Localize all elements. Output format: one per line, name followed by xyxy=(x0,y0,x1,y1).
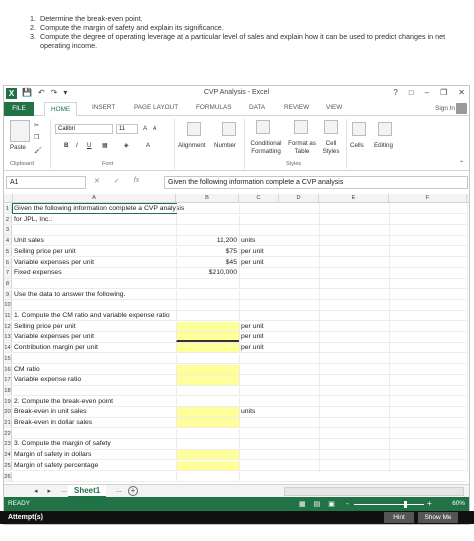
table-row xyxy=(4,204,467,214)
ribbon-tabs xyxy=(4,102,469,116)
cell-c[interactable] xyxy=(239,461,279,470)
instruction-item: 1. Determine the break-even point. xyxy=(30,14,143,23)
row-header[interactable]: 13 xyxy=(4,334,11,341)
answer-cell[interactable] xyxy=(176,332,239,341)
font-group-label: Font xyxy=(102,161,114,167)
cell-b[interactable] xyxy=(176,439,239,448)
table-row xyxy=(4,375,467,385)
sheet-tabs-bar xyxy=(4,484,469,497)
zoom-level[interactable]: 60% xyxy=(452,500,465,507)
save-icon[interactable]: 💾 xyxy=(22,88,32,97)
instruction-item: 2. Compute the margin of safety and explain its significance. xyxy=(30,23,224,32)
cell-b[interactable]: 11,200 xyxy=(176,236,239,245)
cell-c[interactable]: per unit xyxy=(239,247,279,256)
cell-a[interactable] xyxy=(13,279,176,288)
cell-a[interactable]: 1. Compute the CM ratio and variable expense ratio xyxy=(14,312,170,319)
show-me-button[interactable]: Show Me xyxy=(418,512,458,523)
row-header[interactable]: 24 xyxy=(4,452,11,459)
cell-a[interactable]: Selling price per unit xyxy=(14,322,76,330)
tab-review[interactable]: REVIEW xyxy=(284,104,310,111)
excel-logo-icon: X xyxy=(6,88,17,99)
row-header[interactable]: 2 xyxy=(4,215,12,224)
table-row xyxy=(4,365,467,375)
answer-cell[interactable] xyxy=(176,375,239,384)
cell-b[interactable] xyxy=(176,386,239,395)
cell-b[interactable]: $45 xyxy=(176,258,239,267)
answer-cell[interactable] xyxy=(176,322,239,331)
row-header[interactable]: 16 xyxy=(4,366,11,373)
cell-a[interactable]: for JPL, Inc.: xyxy=(14,215,53,223)
cell-b[interactable] xyxy=(176,225,239,234)
answer-cell[interactable] xyxy=(176,461,239,470)
cell-a[interactable]: Break-even in dollar sales xyxy=(14,419,93,426)
row-header[interactable]: 14 xyxy=(4,345,11,352)
row-header[interactable]: 18 xyxy=(4,387,11,394)
font-color-icon[interactable]: A xyxy=(146,142,151,149)
cell-b[interactable]: $210,000 xyxy=(176,268,239,277)
format-painter-icon[interactable]: 🖌 xyxy=(34,147,42,154)
cell-b[interactable] xyxy=(176,429,239,438)
gridline xyxy=(467,203,468,473)
cell-a[interactable]: Selling price per unit xyxy=(14,247,76,255)
tab-view[interactable]: VIEW xyxy=(326,104,343,111)
attempts-label: Attempt(s) xyxy=(8,514,43,521)
cell-c[interactable] xyxy=(239,268,279,277)
table-row xyxy=(4,279,467,289)
font-size-select[interactable]: 11 xyxy=(116,124,138,134)
paste-button[interactable]: Paste xyxy=(10,144,26,151)
copy-icon[interactable]: ❐ xyxy=(34,134,40,141)
table-row xyxy=(4,397,467,407)
cells-icon[interactable] xyxy=(352,122,366,136)
sign-in-link[interactable]: Sign In xyxy=(435,105,455,112)
window-title: CVP Analysis - Excel xyxy=(203,89,270,96)
format-as-table-button[interactable]: Format as Table xyxy=(288,140,316,155)
cell-b[interactable] xyxy=(176,397,239,406)
row-header[interactable]: 25 xyxy=(4,462,11,469)
table-row xyxy=(4,215,467,225)
next-sheet-icon[interactable]: ▸ xyxy=(47,488,52,495)
row-header[interactable]: 21 xyxy=(4,420,11,426)
cell-c[interactable]: per unit xyxy=(239,322,279,331)
column-header-e[interactable]: E xyxy=(319,194,389,203)
column-header-d[interactable]: D xyxy=(279,194,319,203)
row-header[interactable]: 11 xyxy=(4,313,11,319)
cell-c[interactable] xyxy=(239,439,279,448)
status-bar xyxy=(4,497,469,511)
fill-color-icon[interactable]: ◈ xyxy=(124,142,129,149)
cell-c[interactable] xyxy=(239,225,279,234)
status-ready: READY xyxy=(8,500,31,507)
tab-file[interactable]: FILE xyxy=(4,102,34,116)
tab-page-layout[interactable]: PAGE LAYOUT xyxy=(134,104,179,111)
table-row xyxy=(4,300,467,310)
cell-a[interactable]: 3. Compute the margin of safety xyxy=(14,440,111,448)
sheet-tab-sheet1[interactable]: Sheet1 xyxy=(68,485,106,498)
cell-c[interactable] xyxy=(239,354,279,363)
ribbon-separator xyxy=(174,119,175,169)
insert-function-icon[interactable]: fx xyxy=(133,177,140,184)
cell-c[interactable] xyxy=(239,311,279,320)
cell-c[interactable]: per unit xyxy=(239,258,279,267)
italic-button[interactable]: I xyxy=(76,142,78,149)
cell-a[interactable] xyxy=(13,225,176,234)
cell-a[interactable]: Variable expenses per unit xyxy=(14,333,94,341)
view-buttons xyxy=(299,500,335,508)
styles-group-label: Styles xyxy=(286,161,302,167)
instructions xyxy=(30,14,470,50)
row-header[interactable]: 4 xyxy=(4,236,12,245)
enter-icon[interactable]: ✓ xyxy=(113,178,120,185)
cell-b[interactable] xyxy=(176,472,239,481)
row-header[interactable]: 17 xyxy=(4,377,11,384)
format-as-table-icon[interactable] xyxy=(294,120,308,134)
table-row xyxy=(4,258,467,268)
customize-qat-icon[interactable]: ▾ xyxy=(63,88,68,97)
cell-a[interactable]: CM ratio xyxy=(14,365,40,373)
normal-view-icon[interactable]: ▦ xyxy=(299,501,306,508)
table-row xyxy=(4,225,467,235)
prev-sheet-icon[interactable]: ◂ xyxy=(34,488,38,495)
table-row xyxy=(4,354,467,364)
table-row xyxy=(4,247,467,257)
title-bar xyxy=(4,86,469,102)
cell-c[interactable] xyxy=(239,386,279,395)
column-headers xyxy=(4,194,469,203)
sheet-navigation xyxy=(34,487,67,495)
shrink-font-button[interactable]: A xyxy=(153,126,157,132)
cell-b[interactable] xyxy=(176,215,239,224)
cell-a[interactable]: Break-even in unit sales xyxy=(14,408,87,416)
table-row xyxy=(4,236,467,246)
name-box[interactable]: A1 xyxy=(6,176,86,189)
excel-window xyxy=(3,85,470,525)
avatar[interactable] xyxy=(456,103,467,114)
grow-font-button[interactable]: A xyxy=(143,125,148,132)
row-header[interactable]: 22 xyxy=(4,430,11,437)
ribbon xyxy=(4,116,469,171)
cell-c[interactable]: per unit xyxy=(239,343,279,352)
cell-c[interactable] xyxy=(239,472,279,481)
tab-insert[interactable]: INSERT xyxy=(92,104,116,111)
row-header[interactable]: 10 xyxy=(4,302,11,309)
tab-formulas[interactable]: FORMULAS xyxy=(196,104,232,111)
answer-cell[interactable] xyxy=(176,450,239,459)
collapse-ribbon-icon[interactable]: ⌃ xyxy=(459,160,465,167)
cell-c[interactable] xyxy=(239,290,279,299)
ribbon-separator xyxy=(50,119,51,169)
answer-cell[interactable] xyxy=(176,407,239,416)
number-button[interactable]: Number xyxy=(214,142,237,149)
row-header[interactable]: 26 xyxy=(4,473,11,480)
cell-c[interactable] xyxy=(239,429,279,438)
row-header[interactable]: 20 xyxy=(4,409,11,416)
row-header[interactable]: 3 xyxy=(4,225,12,234)
cell-c[interactable] xyxy=(239,375,279,384)
clipboard-group-label: Clipboard xyxy=(10,161,34,167)
ribbon-separator xyxy=(346,119,347,169)
more-sheets-left[interactable]: ... xyxy=(61,487,67,494)
table-row xyxy=(4,407,467,417)
cell-a[interactable]: Fixed expenses xyxy=(14,269,62,277)
row-header[interactable]: 23 xyxy=(4,441,11,448)
underline-button[interactable]: U xyxy=(87,142,92,149)
cell-a[interactable] xyxy=(13,300,176,309)
bold-button[interactable]: B xyxy=(64,142,69,149)
minimize-icon[interactable]: – xyxy=(424,88,430,97)
row-header[interactable]: 8 xyxy=(4,279,12,288)
table-row xyxy=(4,429,467,439)
cells-button[interactable]: Cells xyxy=(350,142,364,149)
conditional-formatting-button[interactable]: Conditional Formatting xyxy=(250,140,282,155)
hint-button[interactable]: Hint xyxy=(384,512,414,523)
cell-b[interactable] xyxy=(176,279,239,288)
cell-a[interactable]: Use the data to answer the following. xyxy=(14,290,126,298)
cell-b[interactable]: $75 xyxy=(176,247,239,256)
answer-cell[interactable] xyxy=(176,343,239,352)
cell-styles-icon[interactable] xyxy=(324,120,338,134)
cell-c[interactable] xyxy=(239,418,279,427)
table-row xyxy=(4,290,467,300)
row-header[interactable]: 5 xyxy=(4,247,12,256)
redo-icon[interactable]: ↷ xyxy=(50,88,58,97)
instruction-item: 3. Compute the degree of operating leverage at a particular level of sales and explain how it can be used to predict changes in net operating income. xyxy=(30,32,446,50)
page-layout-view-icon[interactable]: ▤ xyxy=(313,501,321,508)
table-row xyxy=(4,332,467,342)
row-header[interactable]: 19 xyxy=(4,398,11,405)
column-header-b[interactable]: B xyxy=(176,194,239,203)
cell-b[interactable] xyxy=(176,204,239,213)
column-header-f[interactable]: F xyxy=(389,194,467,203)
cell-c[interactable] xyxy=(239,204,279,213)
table-row xyxy=(4,461,467,471)
row-header[interactable]: 12 xyxy=(4,323,11,330)
cell-c[interactable]: per unit xyxy=(239,332,279,341)
cell-a[interactable] xyxy=(13,429,176,438)
table-row xyxy=(4,268,467,278)
binoculars-icon[interactable] xyxy=(378,122,392,136)
table-row xyxy=(4,386,467,396)
cancel-icon[interactable]: ✕ xyxy=(94,178,100,185)
cell-a[interactable]: Variable expenses per unit xyxy=(14,258,94,266)
cell-c[interactable] xyxy=(239,365,279,374)
row-header[interactable]: 1 xyxy=(4,204,12,213)
cell-c[interactable] xyxy=(239,279,279,288)
editing-button[interactable]: Editing xyxy=(374,142,393,149)
cell-c[interactable] xyxy=(239,300,279,309)
select-all-corner[interactable] xyxy=(4,194,13,203)
table-row xyxy=(4,343,467,353)
close-icon[interactable]: ✕ xyxy=(458,88,465,97)
row-header[interactable]: 9 xyxy=(4,290,12,299)
cell-b[interactable] xyxy=(176,290,239,299)
zoom-in-button[interactable]: + xyxy=(427,499,432,508)
row-header[interactable]: 15 xyxy=(4,355,11,362)
answer-cell[interactable] xyxy=(176,365,239,374)
cell-c[interactable] xyxy=(239,450,279,459)
cell-a[interactable]: Margin of safety in dollars xyxy=(14,451,92,459)
cell-a[interactable]: Unit sales xyxy=(14,237,44,245)
table-row xyxy=(4,311,467,321)
cell-a[interactable]: Variable expense ratio xyxy=(14,376,82,384)
cell-a[interactable]: 2. Compute the break-even point xyxy=(14,397,113,405)
restore-icon[interactable]: ❐ xyxy=(440,88,448,97)
borders-icon[interactable]: ▦ xyxy=(102,142,108,149)
tab-home[interactable]: HOME xyxy=(44,102,77,117)
formula-bar xyxy=(4,176,469,190)
table-row xyxy=(4,472,467,482)
row-header[interactable]: 7 xyxy=(4,268,12,277)
cell-c[interactable] xyxy=(239,397,279,406)
paste-icon[interactable] xyxy=(10,120,30,142)
zoom-out-button[interactable]: - xyxy=(346,499,349,508)
cell-c[interactable]: units xyxy=(239,407,279,416)
zoom-slider-thumb[interactable] xyxy=(404,501,407,508)
alignment-icon[interactable] xyxy=(187,122,201,136)
undo-icon[interactable]: ↶ xyxy=(37,88,45,97)
table-row xyxy=(4,450,467,460)
cell-a[interactable]: Given the following information complete a CVP analysis xyxy=(14,205,185,212)
cell-b[interactable] xyxy=(176,300,239,309)
cell-a[interactable] xyxy=(13,386,176,395)
ribbon-display-icon[interactable]: □ xyxy=(408,88,414,97)
cell-a[interactable] xyxy=(13,354,176,363)
cell-a[interactable]: Contribution margin per unit xyxy=(14,344,98,352)
tab-data[interactable]: DATA xyxy=(249,104,266,111)
help-button[interactable]: ? xyxy=(393,88,398,97)
table-row xyxy=(4,322,467,332)
horizontal-scrollbar[interactable] xyxy=(284,487,464,496)
more-sheets-right[interactable]: ... xyxy=(116,487,122,494)
row-header[interactable]: 6 xyxy=(4,258,12,267)
conditional-formatting-icon[interactable] xyxy=(256,120,270,134)
ribbon-separator xyxy=(244,119,245,169)
formula-input[interactable]: Given the following information complete a CVP analysis xyxy=(164,176,468,189)
alignment-button[interactable]: Alignment xyxy=(178,142,206,149)
table-row xyxy=(4,418,467,428)
cell-b[interactable] xyxy=(176,354,239,363)
cell-a[interactable] xyxy=(13,472,176,481)
zoom-slider[interactable] xyxy=(354,504,424,505)
answer-cell[interactable] xyxy=(176,418,239,427)
cell-c[interactable]: units xyxy=(239,236,279,245)
font-name-select[interactable]: Calibri xyxy=(55,124,113,134)
column-header-a[interactable]: A xyxy=(13,194,176,203)
cell-a[interactable]: Margin of safety percentage xyxy=(14,461,99,469)
table-row xyxy=(4,439,467,449)
page-break-view-icon[interactable]: ▣ xyxy=(328,501,335,508)
window-controls xyxy=(393,88,465,97)
add-sheet-button[interactable]: + xyxy=(128,486,138,496)
footer-bar xyxy=(0,511,474,524)
percent-icon[interactable] xyxy=(222,122,236,136)
cell-c[interactable] xyxy=(239,215,279,224)
formula-icons xyxy=(94,177,139,185)
column-header-c[interactable]: C xyxy=(239,194,279,203)
cut-icon[interactable]: ✂ xyxy=(34,122,40,129)
cell-styles-button[interactable]: Cell Styles xyxy=(322,140,340,155)
cell-b[interactable] xyxy=(176,311,239,320)
